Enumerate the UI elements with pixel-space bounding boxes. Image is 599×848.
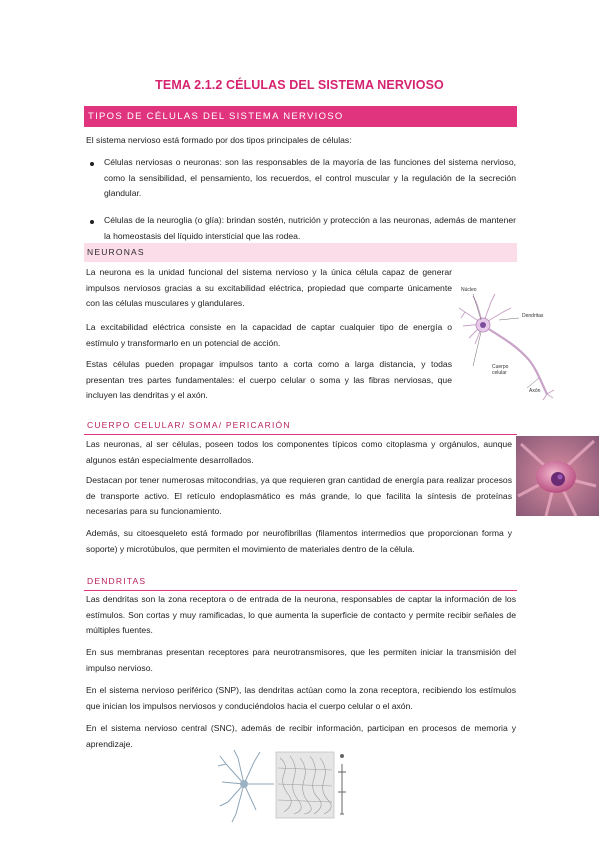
bullet-dot xyxy=(90,162,94,166)
diagram-label-axon: Axón xyxy=(529,388,541,394)
page-title: TEMA 2.1.2 CÉLULAS DEL SISTEMA NERVIOSO xyxy=(155,78,444,92)
neuronas-p1: La neurona es la unidad funcional del sistema nervioso y la única célula capaz de generar impulsos nerviosos gracias a su excitabilidad eléctrica, propiedad que comparte únicamente con las células musculares y glandulares. xyxy=(86,267,452,308)
dendritas-p1: Las dendritas son la zona receptora o de entrada de la neurona, responsables de captar la información de los estímulos. Son cortas y muy ramificadas, lo que aumenta la superficie de contacto y permite recibir señales de múltiples fuentes. xyxy=(86,594,516,635)
dendritas-p4: En el sistema nervioso central (SNC), además de recibir información, participan en procesos de memoria y aprendizaje. xyxy=(86,723,516,749)
bullet-neuronas: Células nerviosas o neuronas: son las responsables de la mayoría de las funciones del sistema nervioso, como la sensibilidad, el pensamiento, los recuerdos, el control muscular y la regulación de la secreción glandular. xyxy=(104,157,516,198)
diagram-label-cuerpo: Cuerpo celular xyxy=(492,364,509,376)
diagram-label-dendritas: Dendritas xyxy=(522,313,544,319)
neuronas-p2: La excitabilidad eléctrica consiste en la capacidad de captar cualquier tipo de energía o estímulo y transformarlo en un potencial de acción. xyxy=(86,322,452,348)
neuron-diagram xyxy=(455,282,555,400)
diagram-label-nucleo: Núcleo xyxy=(461,287,477,293)
section-head-dendritas: DENDRITAS xyxy=(84,576,517,591)
intro-text: El sistema nervioso está formado por dos tipos principales de células: xyxy=(86,135,352,145)
cuerpo-p1: Las neuronas, al ser células, poseen todos los componentes típicos como citoplasma y orgánulos, aunque algunos están especialmente desarrollados. xyxy=(86,439,512,465)
section-bar-tipos: TIPOS DE CÉLULAS DEL SISTEMA NERVIOSO xyxy=(84,106,517,127)
bullet-neuroglia: Células de la neuroglia (o glía): brindan sostén, nutrición y protección a las neuronas, además de mantener la homeostasis del líquido intersticial que las rodea. xyxy=(104,215,516,241)
section-bar-neuronas: NEURONAS xyxy=(84,243,517,262)
dendrite-illustration xyxy=(214,744,354,826)
neuronas-p3: Estas células pueden propagar impulsos tanto a corta como a larga distancia, y todas presentan tres partes fundamentales: el cuerpo celular o soma y las fibras nerviosas, que incluyen las dendritas y el axón. xyxy=(86,359,452,400)
section-head-cuerpo: CUERPO CELULAR/ SOMA/ PERICARIÓN xyxy=(84,420,517,435)
soma-illustration xyxy=(516,436,599,516)
dendritas-p2: En sus membranas presentan receptores para neurotransmisores, que les permiten iniciar la transmisión del impulso nervioso. xyxy=(86,647,516,673)
bullet-dot xyxy=(90,220,94,224)
cuerpo-p2: Destacan por tener numerosas mitocondrias, ya que requieren gran cantidad de energía para realizar procesos de transporte activo. El retículo endoplasmático es más grande, lo que facilita la síntesis de proteínas necesarias para su funcionamiento. xyxy=(86,475,512,516)
dendritas-p3: En el sistema nervioso periférico (SNP), las dendritas actúan como la zona receptora, recibiendo los estímulos que inician los impulsos nerviosos y conduciéndolos hacia el cuerpo celular o el axón. xyxy=(86,685,516,711)
cuerpo-p3: Además, su citoesqueleto está formado por neurofibrillas (filamentos intermedios que proporcionan forma y soporte) y microtúbulos, que permiten el movimiento de materiales dentro de la célula. xyxy=(86,528,512,554)
